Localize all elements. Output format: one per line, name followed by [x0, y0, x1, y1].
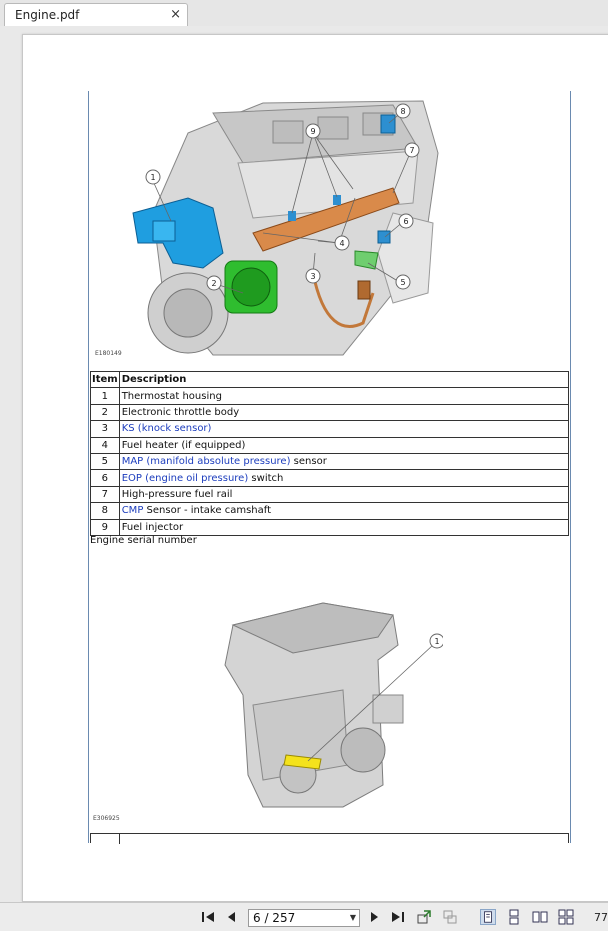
- callout-8: [396, 104, 410, 118]
- svg-text:7: 7: [409, 146, 415, 155]
- glossary-link[interactable]: MAP (manifold absolute pressure): [121, 456, 291, 468]
- go-forward-view-icon[interactable]: [442, 909, 458, 925]
- description-text: Fuel injector: [121, 521, 184, 533]
- tab-bar: [0, 0, 608, 27]
- go-back-view-icon[interactable]: [416, 909, 432, 925]
- continuous-view-icon[interactable]: [506, 909, 522, 925]
- description-text: switch: [248, 472, 284, 484]
- svg-text:3: 3: [310, 272, 316, 281]
- description-cell: [119, 437, 568, 453]
- bottom-toolbar: [0, 902, 608, 931]
- callout-7: [405, 143, 419, 157]
- item-number-cell: 7: [91, 486, 120, 502]
- callout-4: [335, 236, 349, 250]
- single-page-view-icon[interactable]: [480, 909, 496, 925]
- section-caption: Engine serial number: [90, 535, 197, 546]
- glossary-link[interactable]: KS (knock sensor): [121, 423, 212, 435]
- description-cell: [119, 503, 568, 519]
- table-row: [91, 503, 569, 519]
- svg-text:9: 9: [310, 127, 316, 136]
- callout-9: [306, 124, 320, 138]
- table-row: [91, 388, 569, 404]
- continuous-facing-view-icon[interactable]: [558, 909, 574, 925]
- item-number-cell: 3: [91, 421, 120, 437]
- page-dropdown-icon[interactable]: ▼: [349, 913, 356, 922]
- svg-text:6: 6: [403, 217, 409, 226]
- description-cell: [119, 388, 568, 404]
- glossary-link[interactable]: CMP: [121, 505, 144, 517]
- document-tab[interactable]: [4, 3, 188, 26]
- previous-page-icon[interactable]: [224, 909, 240, 925]
- description-text: Fuel heater (if equipped): [121, 439, 246, 451]
- close-tab-icon[interactable]: ×: [170, 7, 181, 22]
- table-header-row: [91, 372, 569, 388]
- table-stub-divider: [119, 834, 120, 844]
- svg-text:5: 5: [400, 278, 406, 287]
- item-column-header: Item: [91, 372, 120, 388]
- item-number-cell: 2: [91, 404, 120, 420]
- engine-components-figure: [93, 93, 493, 363]
- parts-table: [90, 371, 569, 536]
- description-cell: [119, 486, 568, 502]
- last-page-icon[interactable]: [390, 909, 406, 925]
- callout-6: [399, 214, 413, 228]
- table-row: [91, 486, 569, 502]
- item-number-cell: 1: [91, 388, 120, 404]
- description-text: Electronic throttle body: [121, 406, 240, 418]
- svg-text:8: 8: [400, 107, 406, 116]
- item-number-cell: 6: [91, 470, 120, 486]
- page-number-input[interactable]: [248, 909, 360, 927]
- item-number-cell: 9: [91, 519, 120, 535]
- glossary-link[interactable]: EOP (engine oil pressure): [121, 472, 249, 484]
- next-page-icon[interactable]: [366, 909, 382, 925]
- callout-3: [306, 269, 320, 283]
- page-frame-left: [88, 91, 89, 843]
- item-number-cell: 8: [91, 503, 120, 519]
- svg-text:1: 1: [434, 637, 440, 646]
- callout-serial: [430, 634, 443, 648]
- svg-text:4: 4: [339, 239, 345, 248]
- svg-text:1: 1: [150, 173, 156, 182]
- description-cell: [119, 453, 568, 469]
- description-text: Thermostat housing: [121, 390, 222, 402]
- table-row: [91, 421, 569, 437]
- table-row: [91, 437, 569, 453]
- description-cell: [119, 519, 568, 535]
- table-row: [91, 470, 569, 486]
- table-row: [91, 453, 569, 469]
- description-column-header: Description: [119, 372, 568, 388]
- description-text: High-pressure fuel rail: [121, 488, 233, 500]
- callout-5: [396, 275, 410, 289]
- page-number-value: 6 / 257: [253, 911, 296, 925]
- figure2-code: E306925: [93, 815, 120, 822]
- svg-text:2: 2: [211, 279, 217, 288]
- document-viewer[interactable]: [0, 26, 608, 902]
- description-cell: [119, 421, 568, 437]
- table-stub: [90, 833, 569, 843]
- tab-title: Engine.pdf: [15, 8, 80, 22]
- table-row: [91, 404, 569, 420]
- figure1-code: E180149: [95, 350, 122, 357]
- item-number-cell: 5: [91, 453, 120, 469]
- engine-serial-figure: [203, 585, 443, 815]
- facing-view-icon[interactable]: [532, 909, 548, 925]
- zoom-level[interactable]: 77: [594, 911, 608, 924]
- description-cell: [119, 404, 568, 420]
- description-text: Sensor - intake camshaft: [143, 505, 272, 517]
- description-cell: [119, 470, 568, 486]
- description-text: sensor: [290, 456, 327, 468]
- item-number-cell: 4: [91, 437, 120, 453]
- callout-2: [207, 276, 221, 290]
- callout-1: [146, 170, 160, 184]
- table-row: [91, 519, 569, 535]
- pdf-page: [22, 34, 608, 902]
- page-frame-right: [570, 91, 571, 843]
- first-page-icon[interactable]: [200, 909, 216, 925]
